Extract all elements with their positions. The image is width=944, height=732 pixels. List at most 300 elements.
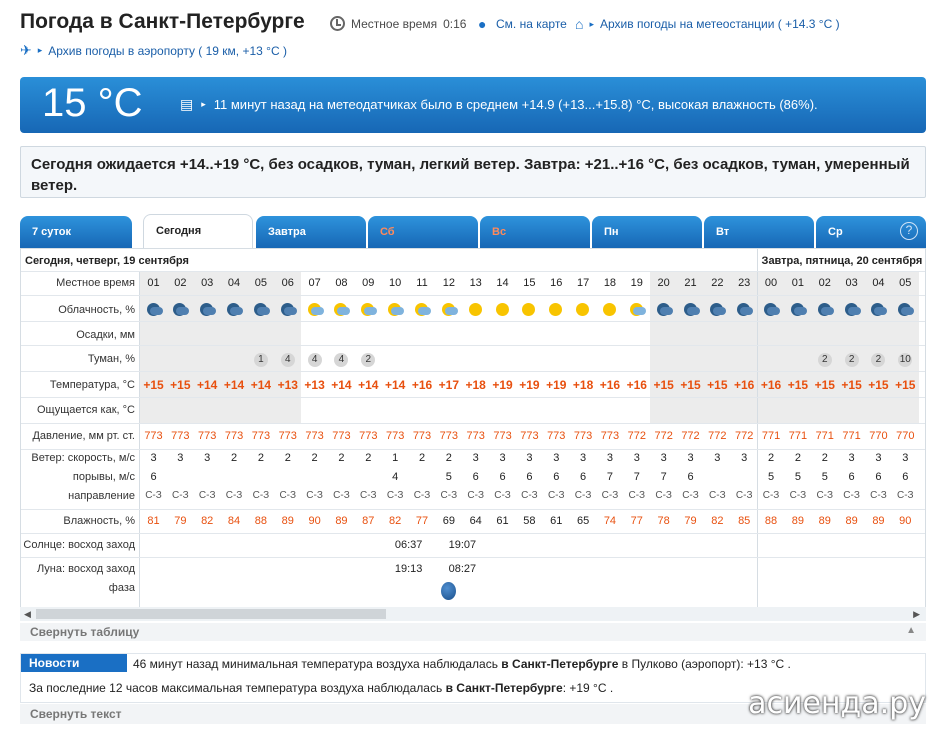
cloud-moon-icon bbox=[221, 301, 248, 320]
news-line-1-city: в Санкт-Петербурге bbox=[501, 657, 619, 671]
label-temp: Температура, °С bbox=[49, 379, 135, 391]
clock-icon bbox=[330, 16, 345, 31]
fog-cell bbox=[274, 353, 301, 367]
label-moon: Луна: восход заход bbox=[36, 563, 135, 575]
pressure-cell: 771 bbox=[815, 430, 834, 442]
fog-cell bbox=[355, 353, 382, 367]
local-time bbox=[330, 16, 466, 31]
caret-up-icon: ▲ bbox=[906, 625, 916, 636]
fog-value: 2 bbox=[845, 353, 859, 367]
cloud-moon-icon bbox=[865, 301, 892, 320]
wind-speed-cell: 3 bbox=[660, 452, 667, 464]
wind-speed-cell: 3 bbox=[177, 452, 184, 464]
gusts-cell: 4 bbox=[392, 471, 399, 483]
row-precip bbox=[21, 321, 926, 345]
hour-cell: 11 bbox=[416, 277, 428, 289]
gusts-cell: 6 bbox=[499, 471, 506, 483]
map-link[interactable] bbox=[478, 16, 567, 32]
pressure-cell: 772 bbox=[681, 430, 700, 442]
tab-3[interactable]: Завтра bbox=[256, 216, 366, 248]
sun-icon bbox=[516, 301, 543, 320]
temp-cell: +15 bbox=[143, 378, 164, 392]
wind-speed-cell: 3 bbox=[875, 452, 882, 464]
wind-speed-cell: 2 bbox=[821, 452, 828, 464]
hour-cell: 02 bbox=[174, 277, 187, 289]
wind-speed-cell: 2 bbox=[365, 452, 372, 464]
humidity-cell: 84 bbox=[227, 515, 241, 527]
humidity-cell: 89 bbox=[281, 515, 294, 527]
temp-cell: +16 bbox=[626, 378, 647, 392]
humidity-cell: 74 bbox=[603, 515, 617, 527]
temp-cell: +14 bbox=[250, 378, 272, 392]
wind-direction-cell: С-З bbox=[145, 490, 162, 501]
humidity-cell: 82 bbox=[389, 515, 402, 527]
temp-cell: +15 bbox=[653, 378, 674, 392]
wind-direction-cell: С-З bbox=[172, 490, 189, 501]
temp-cell: +16 bbox=[734, 378, 755, 392]
fog-value: 4 bbox=[281, 353, 295, 367]
humidity-cell: 89 bbox=[335, 515, 348, 527]
news-line-1-post: в Пулково (аэропорт): +13 °C . bbox=[618, 657, 791, 671]
cloud-sun-icon bbox=[328, 301, 355, 320]
cloud-moon-icon bbox=[784, 301, 811, 320]
label-feels: Ощущается как, °С bbox=[36, 404, 135, 416]
hour-cell: 01 bbox=[147, 277, 160, 289]
wind-speed-cell: 3 bbox=[687, 452, 694, 464]
fog-value: 10 bbox=[899, 354, 911, 365]
news-line-2-post: : +19 °C . bbox=[562, 681, 614, 695]
pressure-cell: 773 bbox=[520, 430, 539, 442]
wind-direction-cell: С-З bbox=[843, 490, 860, 501]
temp-cell: +14 bbox=[358, 378, 379, 392]
moonrise-time: 19:13 bbox=[394, 563, 423, 575]
label-pressure: Давление, мм рт. ст. bbox=[32, 430, 135, 442]
hour-cell: 05 bbox=[899, 277, 912, 289]
archive-station-link[interactable] bbox=[575, 16, 840, 32]
hour-cell: 06 bbox=[281, 277, 294, 289]
wind-direction-cell: С-З bbox=[413, 490, 431, 501]
sunset-time: 19:07 bbox=[448, 539, 477, 551]
hour-cell: 02 bbox=[818, 277, 831, 289]
wind-speed-cell: 2 bbox=[767, 452, 775, 464]
scroll-right-icon[interactable]: ▶ bbox=[913, 609, 920, 619]
wind-direction-cell: С-З bbox=[709, 490, 726, 501]
cloud-moon-icon bbox=[758, 301, 785, 320]
temp-cell: +18 bbox=[465, 378, 486, 392]
gusts-cell: 7 bbox=[633, 471, 640, 483]
fog-value: 2 bbox=[818, 353, 832, 367]
wind-direction-cell: С-З bbox=[279, 490, 297, 501]
gusts-cell: 5 bbox=[767, 471, 775, 483]
hour-cell: 04 bbox=[872, 277, 885, 289]
humidity-cell: 87 bbox=[362, 515, 375, 527]
gusts-cell: 6 bbox=[687, 471, 694, 483]
sun-icon bbox=[596, 301, 623, 320]
humidity-cell: 82 bbox=[711, 515, 724, 527]
wind-direction-cell: С-З bbox=[306, 490, 323, 501]
gusts-cell: 6 bbox=[553, 471, 560, 483]
temp-cell: +18 bbox=[572, 378, 594, 392]
sun-icon bbox=[543, 301, 570, 320]
gusts-cell: 6 bbox=[150, 471, 157, 483]
news-line-2-city: в Санкт-Петербурге bbox=[445, 681, 563, 695]
wind-direction-cell: С-З bbox=[789, 490, 807, 501]
map-pin-icon: ● bbox=[478, 16, 487, 32]
gusts-cell: 7 bbox=[606, 471, 613, 483]
wind-speed-cell: 2 bbox=[445, 452, 452, 464]
cloud-sun-icon bbox=[409, 301, 436, 320]
temp-cell: +15 bbox=[895, 378, 916, 392]
wind-speed-cell: 2 bbox=[794, 452, 801, 464]
watermark-logo: асиенда.ру bbox=[748, 686, 926, 721]
fog-cell bbox=[892, 353, 919, 367]
fog-cell bbox=[811, 353, 838, 367]
cloud-moon-icon bbox=[677, 301, 704, 320]
gusts-cell: 6 bbox=[875, 471, 882, 483]
cloud-sun-icon bbox=[382, 301, 409, 320]
wind-speed-cell: 2 bbox=[311, 452, 318, 464]
temp-cell: +13 bbox=[277, 378, 298, 392]
wind-direction-cell: С-З bbox=[735, 490, 753, 501]
humidity-cell: 88 bbox=[254, 515, 268, 527]
scroll-left-icon[interactable]: ◀ bbox=[24, 609, 31, 619]
cloud-moon-icon bbox=[838, 301, 865, 320]
wind-speed-cell: 1 bbox=[392, 452, 399, 464]
label-phase: фаза bbox=[108, 582, 135, 594]
cloud-sun-icon bbox=[623, 301, 650, 320]
humidity-cell: 79 bbox=[174, 515, 187, 527]
cloud-moon-icon bbox=[731, 301, 758, 320]
building-icon: ▤ bbox=[180, 96, 194, 112]
day-tabs bbox=[20, 214, 926, 248]
hour-cell: 13 bbox=[469, 277, 482, 289]
arrow-icon: ▸ bbox=[37, 45, 43, 55]
wind-direction-cell: С-З bbox=[440, 490, 458, 501]
wind-speed-cell: 3 bbox=[633, 452, 640, 464]
wind-speed-cell: 3 bbox=[150, 452, 157, 464]
pressure-cell: 772 bbox=[735, 430, 754, 442]
wind-direction-cell: С-З bbox=[601, 490, 619, 501]
tab-1[interactable]: 7 суток bbox=[20, 216, 132, 248]
wind-speed-cell: 3 bbox=[741, 452, 748, 464]
humidity-cell: 69 bbox=[442, 515, 455, 527]
wind-direction-cell: С-З bbox=[655, 490, 672, 501]
wind-speed-cell: 2 bbox=[230, 452, 238, 464]
cloud-moon-icon bbox=[650, 301, 677, 320]
temp-cell: +15 bbox=[787, 378, 809, 392]
wind-direction-cell: С-З bbox=[762, 490, 780, 501]
wind-speed-cell: 3 bbox=[204, 452, 211, 464]
hour-cell: 08 bbox=[335, 277, 348, 289]
pressure-cell: 773 bbox=[198, 430, 217, 442]
gusts-cell: 6 bbox=[526, 471, 533, 483]
temp-cell: +14 bbox=[331, 378, 352, 392]
hour-cell: 12 bbox=[442, 277, 455, 289]
pressure-cell: 773 bbox=[573, 430, 593, 442]
pressure-cell: 773 bbox=[547, 430, 566, 442]
pressure-cell: 772 bbox=[654, 430, 673, 442]
hour-cell: 10 bbox=[389, 277, 402, 289]
hour-cell: 23 bbox=[738, 277, 751, 289]
humidity-cell: 88 bbox=[764, 515, 778, 527]
hour-cell: 17 bbox=[576, 277, 590, 289]
pressure-cell: 770 bbox=[896, 430, 915, 442]
wind-direction-cell: С-З bbox=[252, 490, 270, 501]
fog-cell bbox=[301, 353, 328, 367]
wind-speed-cell: 3 bbox=[714, 452, 721, 464]
arrow-icon: ▸ bbox=[589, 18, 594, 29]
sun-icon bbox=[570, 301, 597, 320]
hour-cell: 05 bbox=[254, 277, 268, 289]
tab-2[interactable]: Сегодня bbox=[143, 214, 253, 248]
hour-cell: 04 bbox=[227, 277, 241, 289]
row-fog bbox=[21, 345, 926, 371]
fog-cell bbox=[247, 353, 274, 367]
wind-direction-cell: С-З bbox=[521, 490, 538, 501]
wind-direction-cell: С-З bbox=[386, 490, 404, 501]
local-time-label: Местное время bbox=[351, 16, 438, 31]
hour-cell: 14 bbox=[496, 277, 509, 289]
pressure-cell: 773 bbox=[305, 430, 324, 442]
tab-8[interactable]: Ср bbox=[816, 216, 926, 248]
temp-cell: +16 bbox=[760, 378, 782, 392]
pressure-cell: 773 bbox=[439, 430, 459, 442]
pressure-cell: 773 bbox=[224, 430, 244, 442]
current-weather-banner bbox=[20, 77, 926, 133]
gusts-cell: 5 bbox=[794, 471, 801, 483]
label-cloud: Облачность, % bbox=[58, 304, 135, 316]
wind-direction-cell: С-З bbox=[574, 490, 592, 501]
wind-speed-cell: 3 bbox=[499, 452, 506, 464]
cloud-sun-icon bbox=[301, 301, 328, 320]
cloud-moon-icon bbox=[194, 301, 221, 320]
wind-direction-cell: С-З bbox=[870, 490, 887, 501]
pressure-cell: 773 bbox=[278, 430, 297, 442]
sunrise-time: 06:37 bbox=[394, 539, 423, 551]
page-title: Погода в Санкт-Петербурге bbox=[20, 10, 305, 33]
help-icon[interactable]: ? bbox=[900, 222, 918, 240]
pressure-cell: 771 bbox=[788, 430, 808, 442]
wind-direction-cell: С-З bbox=[682, 490, 699, 501]
fog-value: 1 bbox=[254, 353, 268, 367]
news-line-1 bbox=[133, 657, 791, 671]
pressure-cell: 771 bbox=[842, 430, 861, 442]
moonset-time: 08:27 bbox=[448, 563, 477, 575]
hour-cell: 22 bbox=[711, 277, 724, 289]
wind-direction-cell: С-З bbox=[897, 490, 914, 501]
humidity-cell: 77 bbox=[415, 515, 429, 527]
hour-cell: 03 bbox=[845, 277, 858, 289]
temp-cell: +14 bbox=[384, 378, 406, 392]
temp-cell: +14 bbox=[197, 378, 218, 392]
gusts-cell: 5 bbox=[445, 471, 452, 483]
label-wind-speed: Ветер: скорость, м/с bbox=[31, 452, 135, 464]
humidity-cell: 89 bbox=[872, 515, 885, 527]
temp-cell: +19 bbox=[546, 378, 567, 392]
collapse-text-label: Свернуть текст bbox=[30, 707, 122, 721]
humidity-cell: 85 bbox=[738, 515, 751, 527]
temp-cell: +15 bbox=[841, 378, 862, 392]
cloud-moon-icon bbox=[140, 301, 167, 320]
collapse-table-button[interactable] bbox=[20, 623, 926, 641]
humidity-cell: 89 bbox=[818, 515, 831, 527]
date-today: Сегодня, четверг, 19 сентября bbox=[25, 255, 189, 267]
temp-cell: +17 bbox=[438, 378, 460, 392]
sun-icon bbox=[462, 301, 489, 320]
label-time: Местное время bbox=[56, 277, 135, 289]
hour-cell: 07 bbox=[308, 277, 321, 289]
pressure-cell: 773 bbox=[600, 430, 620, 442]
hour-cell: 20 bbox=[657, 277, 670, 289]
row-feels bbox=[21, 397, 926, 423]
wind-speed-cell: 2 bbox=[257, 452, 264, 464]
gusts-cell: 6 bbox=[902, 471, 909, 483]
temp-cell: +15 bbox=[814, 378, 835, 392]
wind-speed-cell: 2 bbox=[418, 452, 426, 464]
wind-direction-cell: С-З bbox=[467, 490, 484, 501]
temp-cell: +16 bbox=[411, 378, 433, 392]
tab-5[interactable]: Вс bbox=[480, 216, 590, 248]
cloud-moon-icon bbox=[892, 301, 919, 320]
label-gusts: порывы, м/с bbox=[72, 471, 135, 483]
forecast-summary: Сегодня ожидается +14..+19 °C, без осадков, туман, легкий ветер. Завтра: +21..+16 °C, без осадков, туман, умеренный ветер. bbox=[20, 146, 926, 198]
fog-cell bbox=[328, 353, 355, 367]
fog-value: 2 bbox=[871, 353, 885, 367]
pressure-cell: 773 bbox=[144, 430, 163, 442]
tab-7[interactable]: Вт bbox=[704, 216, 814, 248]
wind-direction-cell: С-З bbox=[816, 490, 834, 501]
humidity-cell: 64 bbox=[469, 515, 482, 527]
tab-6[interactable]: Пн bbox=[592, 216, 702, 248]
gusts-cell: 6 bbox=[472, 471, 479, 483]
hour-cell: 00 bbox=[764, 277, 778, 289]
arrow-icon: ▸ bbox=[201, 99, 206, 109]
label-sun: Солнце: восход заход bbox=[23, 539, 135, 551]
wind-speed-cell: 3 bbox=[526, 452, 533, 464]
pressure-cell: 773 bbox=[412, 430, 432, 442]
gusts-cell: 5 bbox=[821, 471, 828, 483]
wind-speed-cell: 3 bbox=[606, 452, 613, 464]
pressure-cell: 773 bbox=[466, 430, 485, 442]
pressure-cell: 770 bbox=[869, 430, 888, 442]
wind-direction-cell: С-З bbox=[333, 490, 350, 501]
humidity-cell: 77 bbox=[630, 515, 643, 527]
fog-value: 4 bbox=[308, 353, 322, 367]
cloud-sun-icon bbox=[435, 301, 462, 320]
gusts-cell: 6 bbox=[580, 471, 587, 483]
news-line-2-pre: За последние 12 часов максимальная температура воздуха наблюдалась bbox=[29, 681, 446, 695]
cloud-moon-icon bbox=[247, 301, 274, 320]
label-humidity: Влажность, % bbox=[63, 515, 135, 527]
page-header bbox=[20, 8, 930, 68]
tab-4[interactable]: Сб bbox=[368, 216, 478, 248]
scroll-thumb[interactable] bbox=[36, 609, 386, 619]
temp-cell: +19 bbox=[519, 378, 540, 392]
pressure-cell: 773 bbox=[493, 430, 512, 442]
local-time-value: 0:16 bbox=[443, 16, 467, 31]
sensor-note bbox=[180, 96, 818, 113]
temp-cell: +15 bbox=[680, 378, 701, 392]
wind-speed-cell: 3 bbox=[580, 452, 587, 464]
hour-cell: 15 bbox=[523, 277, 536, 289]
cloud-moon-icon bbox=[704, 301, 731, 320]
wind-speed-cell: 2 bbox=[338, 452, 345, 464]
pressure-cell: 772 bbox=[708, 430, 727, 442]
hour-cell: 16 bbox=[550, 277, 563, 289]
temp-cell: +15 bbox=[170, 378, 191, 392]
hour-cell: 01 bbox=[791, 277, 805, 289]
humidity-cell: 89 bbox=[791, 515, 805, 527]
news-badge: Новости погоды bbox=[21, 654, 127, 672]
hour-cell: 09 bbox=[362, 277, 375, 289]
current-temp: 15 °C bbox=[42, 81, 143, 125]
humidity-cell: 79 bbox=[684, 515, 697, 527]
wind-speed-cell: 3 bbox=[472, 452, 479, 464]
humidity-cell: 81 bbox=[147, 515, 160, 527]
hour-cell: 18 bbox=[603, 277, 617, 289]
hour-cell: 21 bbox=[684, 277, 697, 289]
pressure-cell: 771 bbox=[761, 430, 781, 442]
pressure-cell: 773 bbox=[359, 430, 378, 442]
wind-speed-cell: 2 bbox=[284, 452, 291, 464]
fog-cell bbox=[838, 353, 865, 367]
label-precip: Осадки, мм bbox=[76, 329, 135, 341]
pressure-cell: 772 bbox=[627, 430, 646, 442]
humidity-cell: 82 bbox=[201, 515, 214, 527]
pressure-cell: 773 bbox=[251, 430, 271, 442]
humidity-cell: 78 bbox=[657, 515, 670, 527]
temp-cell: +14 bbox=[223, 378, 245, 392]
temp-cell: +15 bbox=[707, 378, 728, 392]
wind-speed-cell: 3 bbox=[902, 452, 909, 464]
collapse-table-label: Свернуть таблицу bbox=[30, 625, 140, 639]
map-link-text[interactable]: См. на карте bbox=[496, 17, 567, 31]
temp-cell: +16 bbox=[599, 378, 621, 392]
humidity-cell: 89 bbox=[845, 515, 858, 527]
table-scrollbar[interactable] bbox=[20, 607, 926, 621]
fog-value: 4 bbox=[334, 353, 348, 367]
sun-icon bbox=[489, 301, 516, 320]
humidity-cell: 61 bbox=[496, 515, 509, 527]
archive-airport-text[interactable]: Архив погоды в аэропорту ( 19 км, +13 °C ) bbox=[48, 43, 287, 58]
hour-cell: 19 bbox=[630, 277, 643, 289]
wind-direction-cell: С-З bbox=[628, 490, 646, 501]
temp-cell: +15 bbox=[868, 378, 889, 392]
gusts-cell: 6 bbox=[848, 471, 855, 483]
wind-direction-cell: С-З bbox=[225, 490, 243, 501]
cloud-moon-icon bbox=[167, 301, 194, 320]
humidity-cell: 58 bbox=[523, 515, 536, 527]
station-icon: ⌂ bbox=[575, 16, 584, 32]
temp-cell: +19 bbox=[492, 378, 513, 392]
humidity-cell: 61 bbox=[550, 515, 563, 527]
hour-cell: 03 bbox=[201, 277, 214, 289]
cloud-moon-icon bbox=[811, 301, 838, 320]
wind-direction-cell: С-З bbox=[494, 490, 511, 501]
humidity-cell: 65 bbox=[576, 515, 590, 527]
weather-table bbox=[20, 248, 926, 608]
cloud-sun-icon bbox=[355, 301, 382, 320]
archive-airport-link[interactable] bbox=[20, 42, 287, 59]
label-direction: направление bbox=[68, 490, 135, 502]
humidity-cell: 90 bbox=[308, 515, 321, 527]
humidity-cell: 90 bbox=[899, 515, 912, 527]
wind-direction-cell: С-З bbox=[547, 490, 565, 501]
pressure-cell: 773 bbox=[171, 430, 190, 442]
gusts-cell: 7 bbox=[660, 471, 667, 483]
archive-station-text[interactable]: Архив погоды на метеостанции ( +14.3 °C ) bbox=[600, 17, 840, 31]
sensor-note-text: 11 минут назад на метеодатчиках было в среднем +14.9 (+13...+15.8) °С, высокая влажность (86%). bbox=[213, 97, 818, 112]
